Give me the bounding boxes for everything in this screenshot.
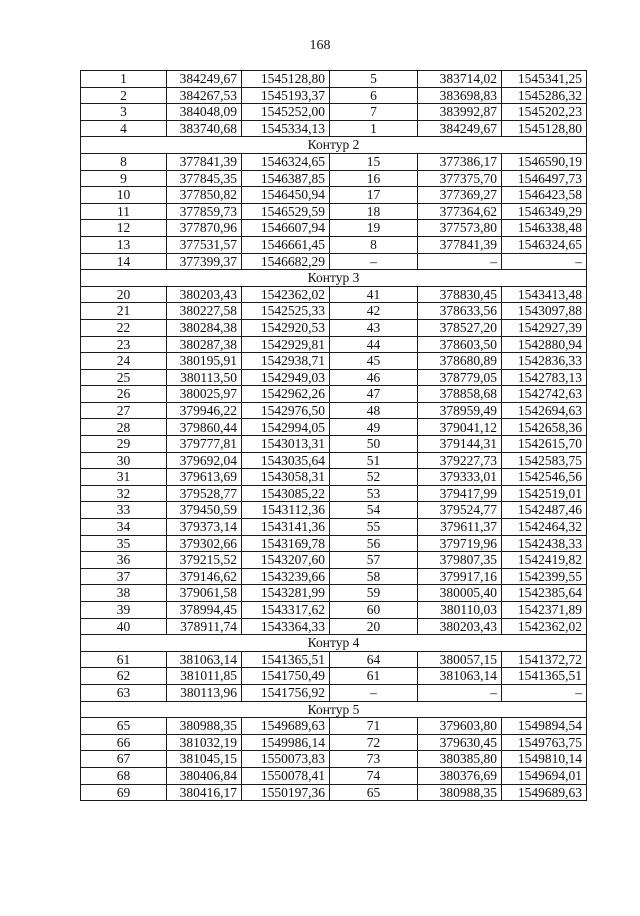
point-number-cell: 32 xyxy=(81,485,167,502)
x-coordinate-cell: 379946,22 xyxy=(167,402,242,419)
point-number-cell: – xyxy=(330,253,418,270)
x-coordinate-cell: 377850,82 xyxy=(167,187,242,204)
y-coordinate-cell: 1542525,33 xyxy=(242,303,330,320)
y-coordinate-cell: 1546682,29 xyxy=(242,253,330,270)
point-number-cell: 74 xyxy=(330,767,418,784)
x-coordinate-cell: 379041,12 xyxy=(418,419,502,436)
y-coordinate-cell: 1549694,01 xyxy=(502,767,587,784)
x-coordinate-cell: 380113,96 xyxy=(167,684,242,701)
contour-title: Контур 4 xyxy=(81,635,587,652)
x-coordinate-cell: 381063,14 xyxy=(418,668,502,685)
point-number-cell: 1 xyxy=(81,71,167,88)
table-row xyxy=(81,303,587,320)
table-row xyxy=(81,87,587,104)
y-coordinate-cell: 1542694,63 xyxy=(502,402,587,419)
y-coordinate-cell: 1542519,01 xyxy=(502,485,587,502)
table-row xyxy=(81,369,587,386)
table-row xyxy=(81,469,587,486)
y-coordinate-cell: 1542362,02 xyxy=(502,618,587,635)
table-row xyxy=(81,751,587,768)
table-row xyxy=(81,767,587,784)
y-coordinate-cell: 1542658,36 xyxy=(502,419,587,436)
table-row xyxy=(81,120,587,137)
x-coordinate-cell: 378911,74 xyxy=(167,618,242,635)
x-coordinate-cell: 380287,38 xyxy=(167,336,242,353)
x-coordinate-cell: 380203,43 xyxy=(167,286,242,303)
x-coordinate-cell: 380025,97 xyxy=(167,386,242,403)
point-number-cell: 59 xyxy=(330,585,418,602)
contour-section-header xyxy=(81,137,587,154)
point-number-cell: 30 xyxy=(81,452,167,469)
point-number-cell: 4 xyxy=(81,120,167,137)
contour-section-header xyxy=(81,270,587,287)
x-coordinate-cell: 379524,77 xyxy=(418,502,502,519)
y-coordinate-cell: 1550073,83 xyxy=(242,751,330,768)
point-number-cell: 38 xyxy=(81,585,167,602)
x-coordinate-cell: 380005,40 xyxy=(418,585,502,602)
point-number-cell: 56 xyxy=(330,535,418,552)
x-coordinate-cell: 378633,56 xyxy=(418,303,502,320)
point-number-cell: 5 xyxy=(330,71,418,88)
x-coordinate-cell: 379528,77 xyxy=(167,485,242,502)
point-number-cell: 37 xyxy=(81,568,167,585)
point-number-cell: 25 xyxy=(81,369,167,386)
y-coordinate-cell: 1542438,33 xyxy=(502,535,587,552)
table-row xyxy=(81,519,587,536)
point-number-cell: 21 xyxy=(81,303,167,320)
x-coordinate-cell: 380110,03 xyxy=(418,602,502,619)
page-number: 168 xyxy=(309,38,331,53)
point-number-cell: 69 xyxy=(81,784,167,801)
x-coordinate-cell: 377870,96 xyxy=(167,220,242,237)
point-number-cell: 57 xyxy=(330,552,418,569)
y-coordinate-cell: 1542929,81 xyxy=(242,336,330,353)
point-number-cell: 52 xyxy=(330,469,418,486)
point-number-cell: 47 xyxy=(330,386,418,403)
x-coordinate-cell: 384249,67 xyxy=(418,120,502,137)
point-number-cell: 58 xyxy=(330,568,418,585)
y-coordinate-cell: 1546497,73 xyxy=(502,170,587,187)
contour-title: Контур 2 xyxy=(81,137,587,154)
point-number-cell: 40 xyxy=(81,618,167,635)
point-number-cell: 6 xyxy=(330,87,418,104)
x-coordinate-cell: 377841,39 xyxy=(167,153,242,170)
point-number-cell: 20 xyxy=(81,286,167,303)
point-number-cell: 61 xyxy=(330,668,418,685)
y-coordinate-cell: 1541365,51 xyxy=(502,668,587,685)
y-coordinate-cell: 1542880,94 xyxy=(502,336,587,353)
y-coordinate-cell: 1543085,22 xyxy=(242,485,330,502)
y-coordinate-cell: 1545128,80 xyxy=(502,120,587,137)
point-number-cell: 15 xyxy=(330,153,418,170)
y-coordinate-cell: 1546387,85 xyxy=(242,170,330,187)
x-coordinate-cell: 377375,70 xyxy=(418,170,502,187)
contour-section-header xyxy=(81,635,587,652)
x-coordinate-cell: 379630,45 xyxy=(418,734,502,751)
y-coordinate-cell: 1549689,63 xyxy=(502,784,587,801)
y-coordinate-cell: 1542962,26 xyxy=(242,386,330,403)
point-number-cell: 11 xyxy=(81,203,167,220)
y-coordinate-cell: 1543281,99 xyxy=(242,585,330,602)
x-coordinate-cell: 383714,02 xyxy=(418,71,502,88)
y-coordinate-cell: 1543097,88 xyxy=(502,303,587,320)
point-number-cell: 10 xyxy=(81,187,167,204)
x-coordinate-cell: 381032,19 xyxy=(167,734,242,751)
table-row xyxy=(81,104,587,121)
x-coordinate-cell: 378603,50 xyxy=(418,336,502,353)
point-number-cell: 9 xyxy=(81,170,167,187)
point-number-cell: 71 xyxy=(330,718,418,735)
x-coordinate-cell: 380113,50 xyxy=(167,369,242,386)
y-coordinate-cell: 1546607,94 xyxy=(242,220,330,237)
y-coordinate-cell: 1542976,50 xyxy=(242,402,330,419)
contour-title: Контур 3 xyxy=(81,270,587,287)
y-coordinate-cell: 1550078,41 xyxy=(242,767,330,784)
y-coordinate-cell: 1545341,25 xyxy=(502,71,587,88)
point-number-cell: 72 xyxy=(330,734,418,751)
x-coordinate-cell: 380057,15 xyxy=(418,651,502,668)
point-number-cell: 23 xyxy=(81,336,167,353)
y-coordinate-cell: 1543207,60 xyxy=(242,552,330,569)
y-coordinate-cell: – xyxy=(502,253,587,270)
y-coordinate-cell: 1542920,53 xyxy=(242,319,330,336)
x-coordinate-cell: 381011,85 xyxy=(167,668,242,685)
point-number-cell: 60 xyxy=(330,602,418,619)
point-number-cell: 35 xyxy=(81,535,167,552)
x-coordinate-cell: 378994,45 xyxy=(167,602,242,619)
point-number-cell: 19 xyxy=(330,220,418,237)
y-coordinate-cell: 1543058,31 xyxy=(242,469,330,486)
table-row xyxy=(81,436,587,453)
point-number-cell: 7 xyxy=(330,104,418,121)
point-number-cell: 2 xyxy=(81,87,167,104)
y-coordinate-cell: 1542371,89 xyxy=(502,602,587,619)
y-coordinate-cell: 1542836,33 xyxy=(502,353,587,370)
x-coordinate-cell: 379333,01 xyxy=(418,469,502,486)
y-coordinate-cell: 1546324,65 xyxy=(242,153,330,170)
x-coordinate-cell: 383740,68 xyxy=(167,120,242,137)
table-row xyxy=(81,220,587,237)
table-row xyxy=(81,502,587,519)
x-coordinate-cell: 377845,35 xyxy=(167,170,242,187)
table-row xyxy=(81,71,587,88)
table-row xyxy=(81,618,587,635)
y-coordinate-cell: 1545128,80 xyxy=(242,71,330,88)
point-number-cell: 65 xyxy=(330,784,418,801)
point-number-cell: 50 xyxy=(330,436,418,453)
y-coordinate-cell: 1545202,23 xyxy=(502,104,587,121)
table-row xyxy=(81,684,587,701)
point-number-cell: 20 xyxy=(330,618,418,635)
table-row xyxy=(81,668,587,685)
table-row xyxy=(81,286,587,303)
table-row xyxy=(81,153,587,170)
y-coordinate-cell: 1546590,19 xyxy=(502,153,587,170)
y-coordinate-cell: 1542419,82 xyxy=(502,552,587,569)
point-number-cell: – xyxy=(330,684,418,701)
table-row xyxy=(81,535,587,552)
y-coordinate-cell: 1542742,63 xyxy=(502,386,587,403)
y-coordinate-cell: 1541756,92 xyxy=(242,684,330,701)
x-coordinate-cell: 380203,43 xyxy=(418,618,502,635)
x-coordinate-cell: 377369,27 xyxy=(418,187,502,204)
table-row xyxy=(81,236,587,253)
point-number-cell: 42 xyxy=(330,303,418,320)
point-number-cell: 64 xyxy=(330,651,418,668)
x-coordinate-cell: 384267,53 xyxy=(167,87,242,104)
x-coordinate-cell: 378527,20 xyxy=(418,319,502,336)
y-coordinate-cell: 1545286,32 xyxy=(502,87,587,104)
contour-title: Контур 5 xyxy=(81,701,587,718)
x-coordinate-cell: 379917,16 xyxy=(418,568,502,585)
point-number-cell: 53 xyxy=(330,485,418,502)
point-number-cell: 8 xyxy=(330,236,418,253)
y-coordinate-cell: 1543364,33 xyxy=(242,618,330,635)
x-coordinate-cell: 377364,62 xyxy=(418,203,502,220)
x-coordinate-cell: – xyxy=(418,253,502,270)
table-row xyxy=(81,353,587,370)
x-coordinate-cell: 377841,39 xyxy=(418,236,502,253)
point-number-cell: 68 xyxy=(81,767,167,784)
table-row xyxy=(81,319,587,336)
table-row xyxy=(81,552,587,569)
y-coordinate-cell: 1543013,31 xyxy=(242,436,330,453)
table-row xyxy=(81,585,587,602)
y-coordinate-cell: 1545193,37 xyxy=(242,87,330,104)
table-row xyxy=(81,602,587,619)
table-row xyxy=(81,734,587,751)
point-number-cell: 49 xyxy=(330,419,418,436)
table-row xyxy=(81,651,587,668)
x-coordinate-cell: 377399,37 xyxy=(167,253,242,270)
point-number-cell: 12 xyxy=(81,220,167,237)
y-coordinate-cell: 1542464,32 xyxy=(502,519,587,536)
y-coordinate-cell: 1543169,78 xyxy=(242,535,330,552)
y-coordinate-cell: 1542783,13 xyxy=(502,369,587,386)
y-coordinate-cell: 1549689,63 xyxy=(242,718,330,735)
point-number-cell: 22 xyxy=(81,319,167,336)
point-number-cell: 18 xyxy=(330,203,418,220)
x-coordinate-cell: 377386,17 xyxy=(418,153,502,170)
x-coordinate-cell: 379144,31 xyxy=(418,436,502,453)
point-number-cell: 44 xyxy=(330,336,418,353)
x-coordinate-cell: 379719,96 xyxy=(418,535,502,552)
point-number-cell: 3 xyxy=(81,104,167,121)
y-coordinate-cell: 1543317,62 xyxy=(242,602,330,619)
x-coordinate-cell: 384249,67 xyxy=(167,71,242,88)
x-coordinate-cell: 383698,83 xyxy=(418,87,502,104)
y-coordinate-cell: 1545334,13 xyxy=(242,120,330,137)
y-coordinate-cell: 1549986,14 xyxy=(242,734,330,751)
x-coordinate-cell: 380416,17 xyxy=(167,784,242,801)
x-coordinate-cell: 379215,52 xyxy=(167,552,242,569)
x-coordinate-cell: 378858,68 xyxy=(418,386,502,403)
y-coordinate-cell: 1543413,48 xyxy=(502,286,587,303)
y-coordinate-cell: 1549894,54 xyxy=(502,718,587,735)
table-row xyxy=(81,386,587,403)
x-coordinate-cell: 377859,73 xyxy=(167,203,242,220)
y-coordinate-cell: 1543035,64 xyxy=(242,452,330,469)
x-coordinate-cell: 380988,35 xyxy=(418,784,502,801)
table-row xyxy=(81,170,587,187)
point-number-cell: 14 xyxy=(81,253,167,270)
y-coordinate-cell: 1542927,39 xyxy=(502,319,587,336)
y-coordinate-cell: 1546661,45 xyxy=(242,236,330,253)
x-coordinate-cell: 379777,81 xyxy=(167,436,242,453)
x-coordinate-cell: 380376,69 xyxy=(418,767,502,784)
point-number-cell: 55 xyxy=(330,519,418,536)
point-number-cell: 73 xyxy=(330,751,418,768)
point-number-cell: 1 xyxy=(330,120,418,137)
x-coordinate-cell: 380227,58 xyxy=(167,303,242,320)
x-coordinate-cell: 378959,49 xyxy=(418,402,502,419)
point-number-cell: 27 xyxy=(81,402,167,419)
point-number-cell: 67 xyxy=(81,751,167,768)
contour-section-header xyxy=(81,701,587,718)
point-number-cell: 34 xyxy=(81,519,167,536)
x-coordinate-cell: 379302,66 xyxy=(167,535,242,552)
y-coordinate-cell: 1542949,03 xyxy=(242,369,330,386)
x-coordinate-cell: 380284,38 xyxy=(167,319,242,336)
x-coordinate-cell: 379227,73 xyxy=(418,452,502,469)
y-coordinate-cell: 1546324,65 xyxy=(502,236,587,253)
y-coordinate-cell: 1542487,46 xyxy=(502,502,587,519)
point-number-cell: 24 xyxy=(81,353,167,370)
y-coordinate-cell: 1542994,05 xyxy=(242,419,330,436)
x-coordinate-cell: 384048,09 xyxy=(167,104,242,121)
y-coordinate-cell: 1546450,94 xyxy=(242,187,330,204)
point-number-cell: 39 xyxy=(81,602,167,619)
table-row xyxy=(81,336,587,353)
point-number-cell: 51 xyxy=(330,452,418,469)
coordinates-table xyxy=(80,70,587,801)
x-coordinate-cell: 383992,87 xyxy=(418,104,502,121)
point-number-cell: 36 xyxy=(81,552,167,569)
table-row xyxy=(81,718,587,735)
point-number-cell: 62 xyxy=(81,668,167,685)
x-coordinate-cell: 380385,80 xyxy=(418,751,502,768)
y-coordinate-cell: 1546338,48 xyxy=(502,220,587,237)
x-coordinate-cell: 380195,91 xyxy=(167,353,242,370)
y-coordinate-cell: 1549763,75 xyxy=(502,734,587,751)
point-number-cell: 13 xyxy=(81,236,167,253)
x-coordinate-cell: – xyxy=(418,684,502,701)
table-row xyxy=(81,402,587,419)
table-row xyxy=(81,452,587,469)
point-number-cell: 45 xyxy=(330,353,418,370)
x-coordinate-cell: 378680,89 xyxy=(418,353,502,370)
y-coordinate-cell: 1542362,02 xyxy=(242,286,330,303)
x-coordinate-cell: 379611,37 xyxy=(418,519,502,536)
y-coordinate-cell: 1542385,64 xyxy=(502,585,587,602)
x-coordinate-cell: 379807,35 xyxy=(418,552,502,569)
y-coordinate-cell: 1542399,55 xyxy=(502,568,587,585)
x-coordinate-cell: 379373,14 xyxy=(167,519,242,536)
x-coordinate-cell: 379860,44 xyxy=(167,419,242,436)
table-row xyxy=(81,253,587,270)
table-row xyxy=(81,485,587,502)
point-number-cell: 28 xyxy=(81,419,167,436)
x-coordinate-cell: 377573,80 xyxy=(418,220,502,237)
point-number-cell: 43 xyxy=(330,319,418,336)
y-coordinate-cell: 1541365,51 xyxy=(242,651,330,668)
x-coordinate-cell: 377531,57 xyxy=(167,236,242,253)
point-number-cell: 65 xyxy=(81,718,167,735)
point-number-cell: 66 xyxy=(81,734,167,751)
x-coordinate-cell: 379146,62 xyxy=(167,568,242,585)
point-number-cell: 61 xyxy=(81,651,167,668)
point-number-cell: 41 xyxy=(330,286,418,303)
x-coordinate-cell: 379613,69 xyxy=(167,469,242,486)
y-coordinate-cell: 1541372,72 xyxy=(502,651,587,668)
y-coordinate-cell: 1542546,56 xyxy=(502,469,587,486)
point-number-cell: 29 xyxy=(81,436,167,453)
point-number-cell: 63 xyxy=(81,684,167,701)
y-coordinate-cell: 1543141,36 xyxy=(242,519,330,536)
point-number-cell: 26 xyxy=(81,386,167,403)
table-row xyxy=(81,203,587,220)
y-coordinate-cell: 1545252,00 xyxy=(242,104,330,121)
y-coordinate-cell: 1546349,29 xyxy=(502,203,587,220)
point-number-cell: 48 xyxy=(330,402,418,419)
y-coordinate-cell: 1543112,36 xyxy=(242,502,330,519)
y-coordinate-cell: 1542583,75 xyxy=(502,452,587,469)
x-coordinate-cell: 378779,05 xyxy=(418,369,502,386)
y-coordinate-cell: 1550197,36 xyxy=(242,784,330,801)
y-coordinate-cell: 1543239,66 xyxy=(242,568,330,585)
point-number-cell: 46 xyxy=(330,369,418,386)
x-coordinate-cell: 378830,45 xyxy=(418,286,502,303)
y-coordinate-cell: 1546529,59 xyxy=(242,203,330,220)
point-number-cell: 8 xyxy=(81,153,167,170)
table-row xyxy=(81,419,587,436)
x-coordinate-cell: 380988,35 xyxy=(167,718,242,735)
y-coordinate-cell: 1542615,70 xyxy=(502,436,587,453)
point-number-cell: 33 xyxy=(81,502,167,519)
point-number-cell: 31 xyxy=(81,469,167,486)
table-row xyxy=(81,784,587,801)
x-coordinate-cell: 379603,80 xyxy=(418,718,502,735)
x-coordinate-cell: 379417,99 xyxy=(418,485,502,502)
table-row xyxy=(81,187,587,204)
point-number-cell: 16 xyxy=(330,170,418,187)
x-coordinate-cell: 379692,04 xyxy=(167,452,242,469)
x-coordinate-cell: 379450,59 xyxy=(167,502,242,519)
point-number-cell: 17 xyxy=(330,187,418,204)
x-coordinate-cell: 379061,58 xyxy=(167,585,242,602)
table-row xyxy=(81,568,587,585)
y-coordinate-cell: 1546423,58 xyxy=(502,187,587,204)
y-coordinate-cell: – xyxy=(502,684,587,701)
x-coordinate-cell: 381045,15 xyxy=(167,751,242,768)
x-coordinate-cell: 381063,14 xyxy=(167,651,242,668)
point-number-cell: 54 xyxy=(330,502,418,519)
y-coordinate-cell: 1549810,14 xyxy=(502,751,587,768)
x-coordinate-cell: 380406,84 xyxy=(167,767,242,784)
y-coordinate-cell: 1541750,49 xyxy=(242,668,330,685)
y-coordinate-cell: 1542938,71 xyxy=(242,353,330,370)
